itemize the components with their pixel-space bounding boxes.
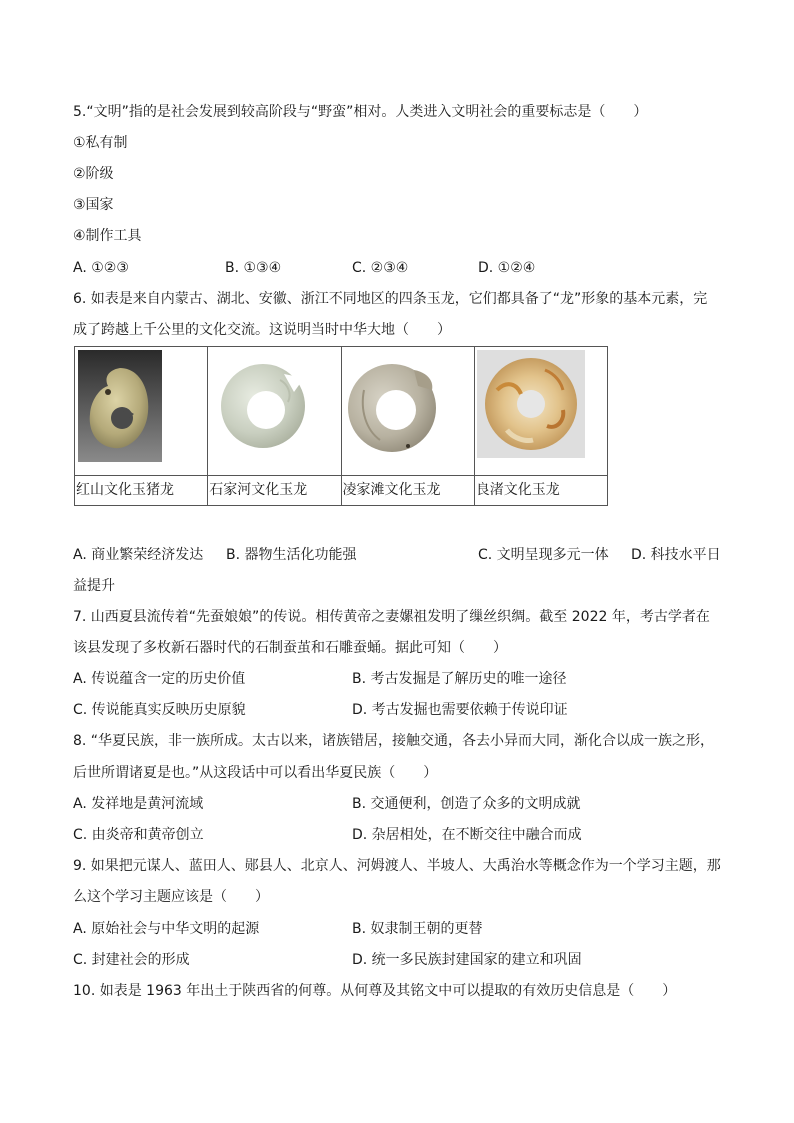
q8-stem-line1: 8. “华夏民族，非一族所成。太古以来，诸族错居，接触交通，各去小异而大同，渐化合以成一族之形， xyxy=(73,733,715,749)
q8-option-a: A. 发祥地是黄河流域 xyxy=(73,796,204,812)
q10-stem: 10. 如表是 1963 年出土于陕西省的何尊。从何尊及其铭文中可以提取的有效历史信息是（ ） xyxy=(73,983,677,999)
q8-option-c: C. 由炎帝和黄帝创立 xyxy=(73,827,204,843)
q5-option-d: D. ①②④ xyxy=(478,260,536,276)
lingjiatan-jade-dragon-image xyxy=(344,350,442,460)
q6-stem-line2: 成了跨越上千公里的文化交流。这说明当时中华大地（ ） xyxy=(73,322,451,338)
q9-stem-line2: 么这个学习主题应该是（ ） xyxy=(73,889,269,905)
q5-stem: 5.“文明”指的是社会发展到较高阶段与“野蛮”相对。人类进入文明社会的重要标志是（ ） xyxy=(73,104,648,120)
q9-option-c: C. 封建社会的形成 xyxy=(73,952,190,968)
q6-option-d-wrap: 益提升 xyxy=(73,578,115,594)
q6-option-c: C. 文明呈现多元一体 xyxy=(478,547,609,563)
q9-option-a: A. 原始社会与中华文明的起源 xyxy=(73,921,260,937)
q6-option-d: D. 科技水平日 xyxy=(631,547,721,563)
q6-option-a: A. 商业繁荣经济发达 xyxy=(73,547,204,563)
q7-option-b: B. 考古发掘是了解历史的唯一途径 xyxy=(352,671,567,687)
q5-item-2: ②阶级 xyxy=(73,166,114,182)
q5-item-3: ③国家 xyxy=(73,197,114,213)
q5-option-a: A. ①②③ xyxy=(73,260,129,276)
q5-option-c: C. ②③④ xyxy=(352,260,409,276)
liangzhu-jade-dragon-image xyxy=(477,350,585,458)
hongshan-jade-pig-dragon-image xyxy=(78,350,162,462)
q8-option-d: D. 杂居相处，在不断交往中融合而成 xyxy=(352,827,582,843)
q9-stem-line1: 9. 如果把元谋人、蓝田人、郧县人、北京人、河姆渡人、半坡人、大禹治水等概念作为一个学习主题，那 xyxy=(73,858,721,874)
jade-image-cell-4 xyxy=(474,347,607,476)
q7-option-c: C. 传说能真实反映历史原貌 xyxy=(73,702,246,718)
jade-dragon-table xyxy=(74,346,608,506)
q7-option-d: D. 考古发掘也需要依赖于传说印证 xyxy=(352,702,568,718)
jade-caption-3: 凌家滩文化玉龙 xyxy=(341,476,474,506)
jade-caption-2: 石家河文化玉龙 xyxy=(208,476,341,506)
jade-image-cell-2 xyxy=(208,347,341,476)
jade-caption-1: 红山文化玉猪龙 xyxy=(75,476,208,506)
q5-item-4: ④制作工具 xyxy=(73,228,142,244)
jade-image-cell-1 xyxy=(75,347,208,476)
q5-option-b: B. ①③④ xyxy=(225,260,282,276)
q5-item-1: ①私有制 xyxy=(73,135,128,151)
q9-option-d: D. 统一多民族封建国家的建立和巩固 xyxy=(352,952,582,968)
q8-stem-line2: 后世所谓诸夏是也。”从这段话中可以看出华夏民族（ ） xyxy=(73,765,438,781)
q6-option-b: B. 器物生活化功能强 xyxy=(226,547,357,563)
q7-option-a: A. 传说蕴含一定的历史价值 xyxy=(73,671,246,687)
jade-image-cell-3 xyxy=(341,347,474,476)
q7-stem-line2: 该县发现了多枚新石器时代的石制蚕茧和石雕蚕蛹。据此可知（ ） xyxy=(73,640,507,656)
q6-stem-line1: 6. 如表是来自内蒙古、湖北、安徽、浙江不同地区的四条玉龙，它们都具备了“龙”形象的基本元素，完 xyxy=(73,291,708,307)
jade-caption-4: 良渚文化玉龙 xyxy=(474,476,607,506)
q7-stem-line1: 7. 山西夏县流传着“先蚕娘娘”的传说。相传黄帝之妻嫘祖发明了缫丝织绸。截至 2022 年，考古学者在 xyxy=(73,609,710,625)
q8-option-b: B. 交通便利，创造了众多的文明成就 xyxy=(352,796,581,812)
q9-option-b: B. 奴隶制王朝的更替 xyxy=(352,921,483,937)
shijiahe-jade-dragon-image xyxy=(210,350,316,458)
